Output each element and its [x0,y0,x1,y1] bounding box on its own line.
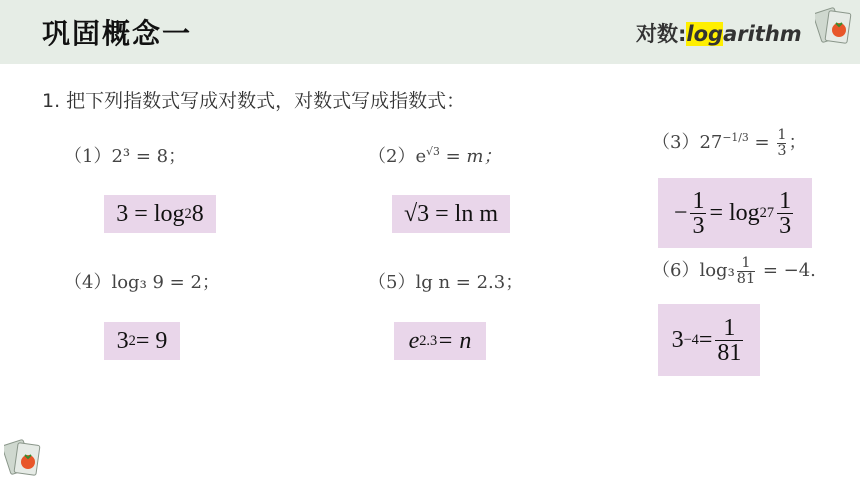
item-3-tail: ； [788,132,807,153]
item-4-number: （4） [64,272,112,293]
tomato-logo-icon [815,4,855,46]
page-title: 巩固概念一 [42,17,193,50]
answer-1: 3 = log 2 8 [104,195,216,233]
item-2: $(2)e^{√3} = m$； [368,145,502,167]
item-1 [64,142,186,168]
tomato-footer-icon [4,436,44,478]
question-text: 1. 把下列指数式写成对数式，对数式写成指数式： [42,90,466,112]
item-6 [652,256,816,286]
item-5-expr: lg n = 2.3； [415,272,524,293]
item-2-number: （2） [368,146,416,167]
item-1-expr: 2³ = 8； [111,146,187,167]
item-3-fraction: $\frac{1}{3}$ [777,127,787,159]
item-3-exponent: −1/3 [722,131,749,144]
answer-2: √ 3 = ln m [392,195,510,233]
item-3-base: 27 [699,132,723,153]
subtitle-prefix: 对数: [636,22,687,46]
item-2-tail: = m； [439,146,502,167]
item-6-number: （6） [652,260,700,281]
answer-6: 3 −4 = $\frac{1}{81}$ [658,304,760,376]
item-5 [368,268,523,294]
item-4 [64,268,220,294]
item-3: $(3)27^{-1/3}$ = $\frac{1}{3}$ ； [652,127,807,159]
answer-4: 3 2 = 9 [104,322,180,360]
subtitle [636,18,802,48]
item-6-fraction: $\frac{1}{81}$ [736,255,756,287]
item-2-radicand: 3 [433,145,440,158]
subtitle-highlight: log [686,22,724,46]
item-6-tail: = −4. [757,260,816,281]
answer-5: e 2.3 = n [394,322,486,360]
item-5-number: （5） [368,272,416,293]
item-2-base: e [415,146,427,167]
item-3-number: （3） [652,132,700,153]
item-1-number: （1） [64,146,112,167]
answer-3: − $\frac{1}{3}$ = log 27 $\frac{1}{3}$ [658,178,812,248]
item-6-base: log₃ [699,260,735,281]
subtitle-rest: arithm [723,22,802,46]
item-4-expr: log₃ 9 = 2； [111,272,220,293]
